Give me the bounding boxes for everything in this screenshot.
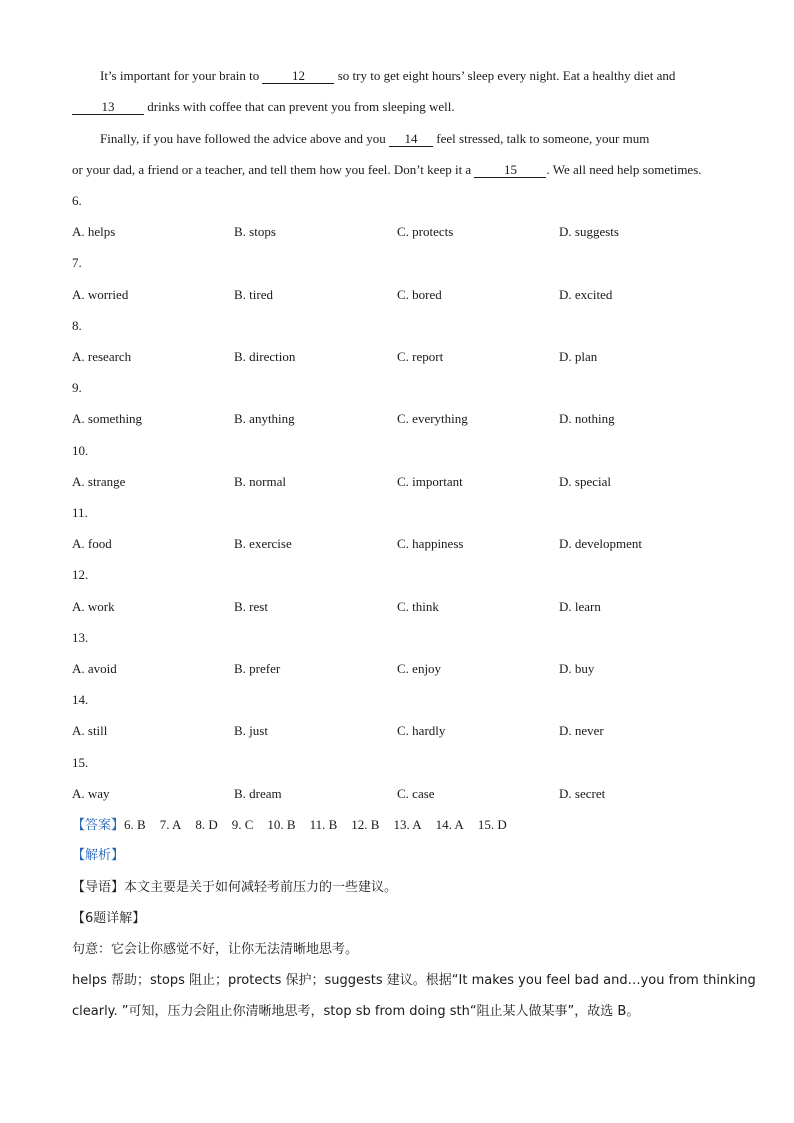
- sentence-meaning: 句意：它会让你感觉不好，让你无法清晰地思考。: [72, 942, 359, 957]
- option-a[interactable]: A. strange: [72, 474, 126, 489]
- question-number: 11.: [72, 505, 88, 520]
- option-b[interactable]: B. rest: [234, 599, 268, 614]
- option-a[interactable]: A. work: [72, 599, 115, 614]
- option-c[interactable]: C. think: [397, 599, 439, 614]
- question-options-15: [72, 785, 732, 803]
- passage-text: drinks with coffee that can prevent you from sleeping well.: [144, 99, 455, 114]
- option-c[interactable]: C. enjoy: [397, 661, 442, 676]
- option-c[interactable]: C. report: [397, 349, 444, 364]
- answer-item: 8. D: [195, 817, 218, 832]
- question-options-10: [72, 473, 732, 491]
- answer-item: 6. B: [124, 817, 146, 832]
- answer-item: 9. C: [231, 817, 254, 832]
- passage-line-1: [100, 67, 675, 85]
- question-number: 15.: [72, 755, 89, 770]
- option-c[interactable]: C. happiness: [397, 536, 464, 551]
- question-number: 13.: [72, 630, 89, 645]
- option-b[interactable]: B. exercise: [234, 536, 292, 551]
- blank-12: 12: [262, 69, 334, 84]
- option-a[interactable]: A. food: [72, 536, 112, 551]
- question-options-11: [72, 535, 732, 553]
- question-number: 8.: [72, 318, 82, 333]
- analysis-intro: 【导语】本文主要是关于如何减轻考前压力的一些建议。: [72, 880, 398, 895]
- passage-text: feel stressed, talk to someone, your mum: [433, 131, 650, 146]
- question-number: 14.: [72, 692, 89, 707]
- answer-item: 11. B: [309, 817, 338, 832]
- option-a[interactable]: A. helps: [72, 224, 116, 239]
- option-b[interactable]: B. just: [234, 723, 268, 738]
- question-options-12: [72, 598, 732, 616]
- option-a[interactable]: A. avoid: [72, 661, 117, 676]
- option-b[interactable]: B. normal: [234, 474, 286, 489]
- option-b[interactable]: B. stops: [234, 224, 276, 239]
- option-d[interactable]: D. buy: [559, 661, 595, 676]
- option-d[interactable]: D. suggests: [559, 224, 619, 239]
- passage-line-3: [100, 130, 649, 148]
- question-number: 9.: [72, 380, 82, 395]
- answer-tag: 【答案】: [72, 818, 125, 833]
- option-d[interactable]: D. excited: [559, 287, 613, 302]
- question-number: 10.: [72, 443, 89, 458]
- passage-text: It’s important for your brain to: [100, 68, 263, 83]
- option-d[interactable]: D. nothing: [559, 411, 615, 426]
- answer-item: 15. D: [477, 817, 507, 832]
- question-number: 12.: [72, 567, 89, 582]
- question-options-6: [72, 223, 732, 241]
- answer-item: 12. B: [351, 817, 380, 832]
- question-options-9: [72, 410, 732, 428]
- option-c[interactable]: C. everything: [397, 411, 468, 426]
- option-a[interactable]: A. worried: [72, 287, 129, 302]
- option-a[interactable]: A. way: [72, 786, 110, 801]
- answer-item: 7. A: [159, 817, 182, 832]
- blank-13: 13: [72, 100, 144, 115]
- option-d[interactable]: D. development: [559, 536, 643, 551]
- passage-text: so try to get eight hours’ sleep every night. Eat a healthy diet and: [334, 68, 676, 83]
- question-options-14: [72, 722, 732, 740]
- option-a[interactable]: A. still: [72, 723, 108, 738]
- question-number: 7.: [72, 255, 82, 270]
- passage-line-2: [72, 98, 455, 116]
- option-b[interactable]: B. anything: [234, 411, 295, 426]
- explanation-line-2: clearly. ”可知，压力会阻止你清晰地思考，stop sb from doing sth“阻止某人做某事”，故选 B。: [72, 1004, 640, 1019]
- blank-14: 14: [389, 132, 433, 147]
- option-c[interactable]: C. hardly: [397, 723, 446, 738]
- blank-15: 15: [474, 163, 546, 178]
- option-d[interactable]: D. never: [559, 723, 604, 738]
- option-c[interactable]: C. protects: [397, 224, 454, 239]
- answer-item: 14. A: [435, 817, 464, 832]
- question-options-8: [72, 348, 732, 366]
- option-a[interactable]: A. something: [72, 411, 143, 426]
- answer-item: 10. B: [267, 817, 296, 832]
- option-a[interactable]: A. research: [72, 349, 132, 364]
- option-b[interactable]: B. prefer: [234, 661, 281, 676]
- question-number: 6.: [72, 193, 82, 208]
- option-c[interactable]: C. important: [397, 474, 463, 489]
- question-options-7: [72, 286, 732, 304]
- analysis-tag: 【解析】: [72, 848, 125, 863]
- explanation-line-1: helps 帮助；stops 阻止；protects 保护；suggests 建议。根据“It makes you feel bad and…you from thinking: [72, 973, 756, 988]
- option-d[interactable]: D. special: [559, 474, 611, 489]
- detail-header: 【6题详解】: [72, 911, 146, 926]
- passage-line-4: [72, 161, 702, 179]
- option-b[interactable]: B. tired: [234, 287, 273, 302]
- passage-text: or your dad, a friend or a teacher, and tell them how you feel. Don’t keep it a: [72, 162, 475, 177]
- option-d[interactable]: D. plan: [559, 349, 598, 364]
- passage-text: . We all need help sometimes.: [546, 162, 702, 177]
- answer-item: 13. A: [393, 817, 422, 832]
- passage-text: Finally, if you have followed the advice above and you: [100, 131, 390, 146]
- question-options-13: [72, 660, 732, 678]
- option-d[interactable]: D. learn: [559, 599, 601, 614]
- option-b[interactable]: B. dream: [234, 786, 282, 801]
- option-b[interactable]: B. direction: [234, 349, 296, 364]
- option-c[interactable]: C. case: [397, 786, 435, 801]
- option-c[interactable]: C. bored: [397, 287, 442, 302]
- answer-line: [72, 816, 521, 835]
- option-d[interactable]: D. secret: [559, 786, 606, 801]
